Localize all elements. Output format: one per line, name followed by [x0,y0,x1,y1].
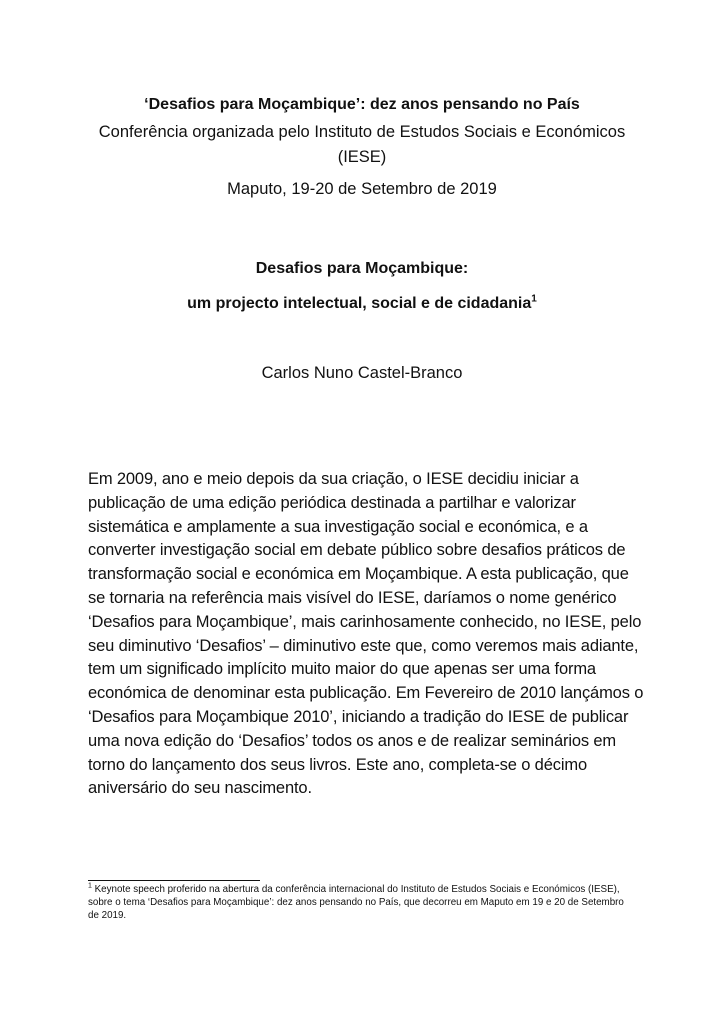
body-line: sistemática e amplamente a sua investigação social e económica, e a [88,517,588,536]
body-line: transformação social e económica em Moçambique. A esta publicação, que [88,565,629,584]
body-line: torno do lançamento dos seus livros. Este ano, completa-se o décimo [88,755,587,774]
body-paragraph [88,468,658,801]
footnote-reference[interactable]: 1 [531,293,537,305]
paper-title-line-2 [0,294,724,314]
organizer-line-1: Conferência organizada pelo Instituto de Estudos Sociais e Económicos [98,123,626,141]
footnote-separator [88,880,260,881]
body-line: tem um significado implícito muito maior do que apenas ser uma forma [88,660,596,679]
body-line: publicação de uma edição periódica destinada a partilhar e valorizar [88,493,576,512]
body-line: económica de denominar esta publicação. Em Fevereiro de 2010 lançámos o [88,684,644,703]
paper-title-line-1: Desafios para Moçambique: [255,260,469,277]
organizer-line-2: (IESE) [337,148,387,166]
author-name: Carlos Nuno Castel-Branco [261,364,463,382]
body-line: se tornaria na referência mais visível do IESE, daríamos o nome genérico [88,588,617,607]
footnote-line-1 [88,883,640,896]
footnote-line-2: sobre o tema ‘Desafios para Moçambique’: dez anos pensando no País, que decorreu em Maputo em 19 e 20 de Setembro [88,897,624,908]
footnote-line-1-text: Keynote speech proferido na abertura da conferência internacional do Instituto de Estudos Sociais e Económicos (IESE), [91,884,620,895]
body-line: ‘Desafios para Moçambique’, mais carinhosamente conhecido, no IESE, pelo [88,612,642,631]
body-line: uma nova edição do ‘Desafios’ todos os anos e de realizar seminários em [88,731,617,750]
conference-title: ‘Desafios para Moçambique’: dez anos pensando no País [144,96,580,113]
body-line: seu diminutivo ‘Desafios’ – diminutivo este que, como veremos mais adiante, [88,636,639,655]
body-line: converter investigação social em debate público sobre desafios práticos de [88,541,626,560]
body-line: aniversário do seu nascimento. [88,779,312,798]
footnote [88,883,640,922]
place-date: Maputo, 19-20 de Setembro de 2019 [227,180,497,198]
paper-title-line-2-text: um projecto intelectual, social e de cidadania [187,295,532,312]
body-line: ‘Desafios para Moçambique 2010’, iniciando a tradição do IESE de publicar [88,707,629,726]
body-line: Em 2009, ano e meio depois da sua criação, o IESE decidiu iniciar a [88,470,579,488]
footnote-line-3: de 2019. [88,910,127,921]
footnote-marker: 1 [88,882,92,890]
